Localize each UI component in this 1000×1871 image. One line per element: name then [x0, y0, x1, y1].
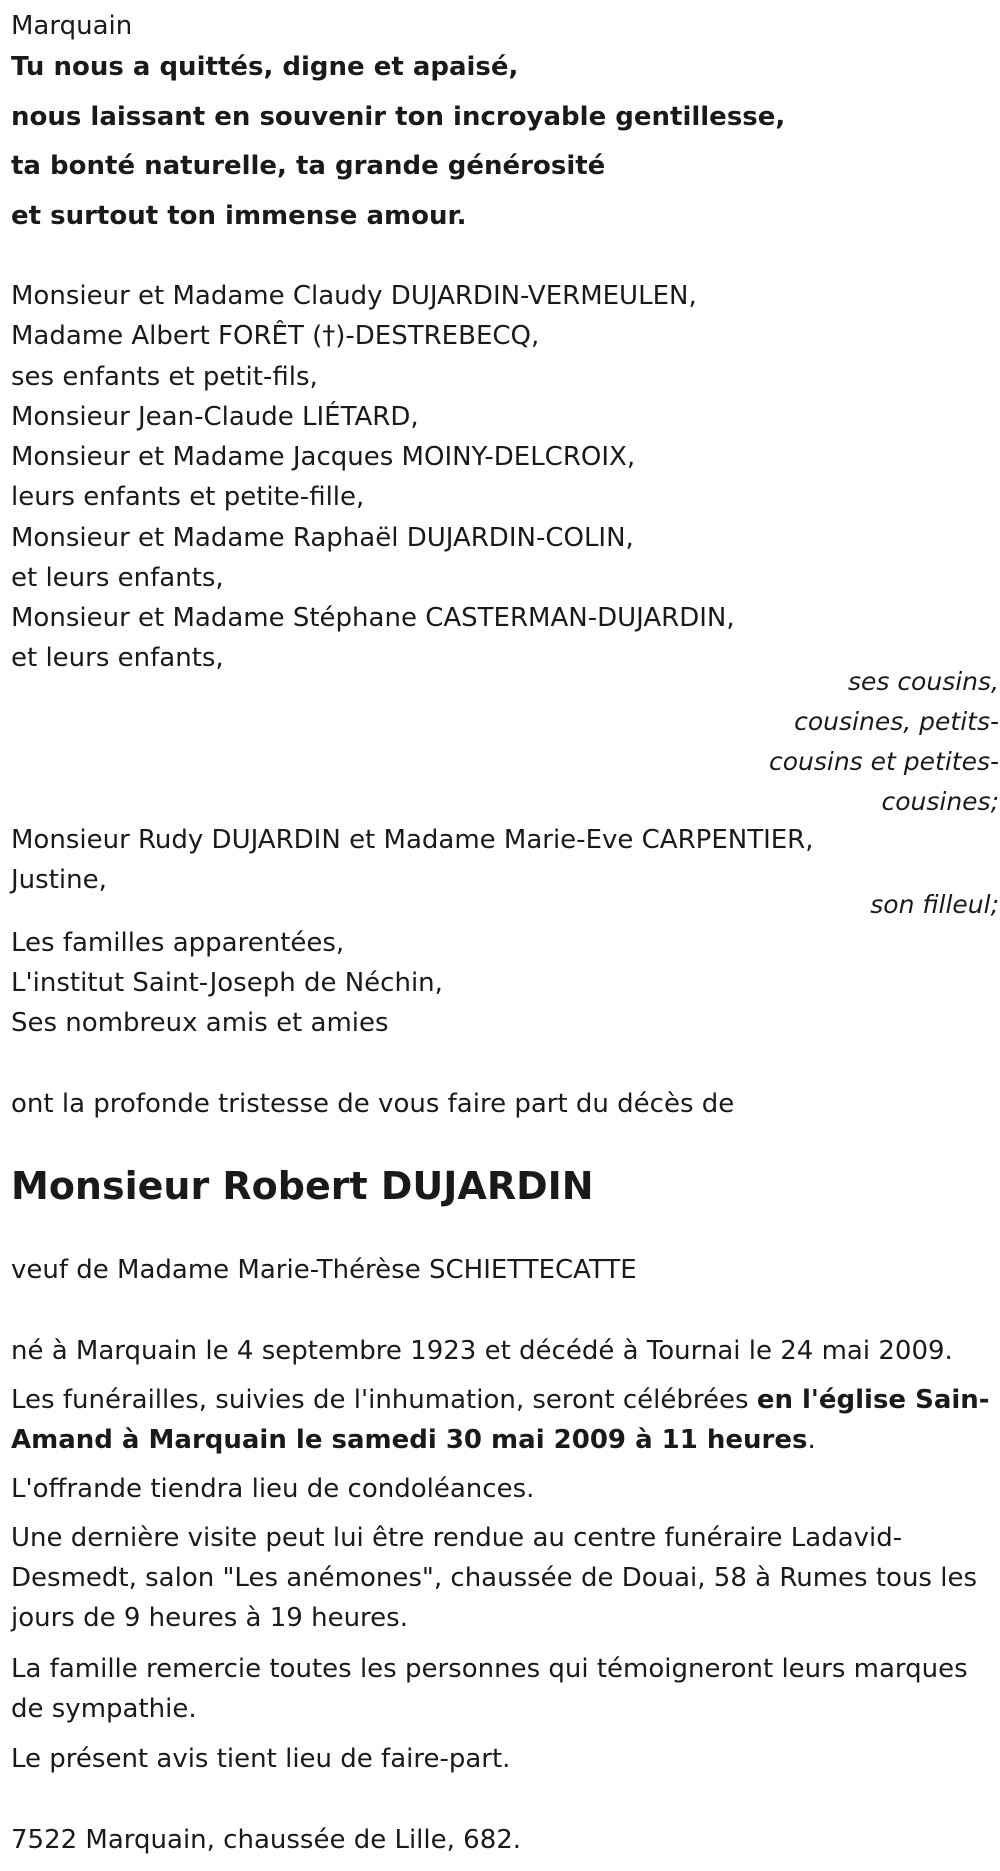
- family-line: Monsieur et Madame Claudy DUJARDIN-VERMEULEN,: [11, 281, 697, 311]
- verse-line: nous laissant en souvenir ton incroyable gentillesse,: [11, 102, 786, 132]
- verse-line: et surtout ton immense amour.: [11, 201, 467, 231]
- relation-label: cousines;: [881, 787, 999, 816]
- family-line: Les familles apparentées,: [11, 928, 345, 958]
- birth-death-line: né à Marquain le 4 septembre 1923 et décédé à Tournai le 24 mai 2009.: [11, 1336, 953, 1366]
- relation-label: son filleul;: [870, 890, 999, 919]
- family-line: Monsieur et Madame Jacques MOINY-DELCROIX,: [11, 442, 636, 472]
- verse-line: ta bonté naturelle, ta grande générosité: [11, 151, 606, 181]
- family-line: L'institut Saint-Joseph de Néchin,: [11, 968, 443, 998]
- notice-line: Le présent avis tient lieu de faire-part.: [11, 1744, 511, 1774]
- offering-line: L'offrande tiendra lieu de condoléances.: [11, 1474, 535, 1504]
- widower-line: veuf de Madame Marie-Thérèse SCHIETTECATTE: [11, 1255, 637, 1285]
- family-line: ses enfants et petit-fils,: [11, 362, 318, 392]
- deceased-name: Monsieur Robert DUJARDIN: [11, 1164, 594, 1208]
- family-line: leurs enfants et petite-fille,: [11, 482, 365, 512]
- family-line: Madame Albert FORÊT (†)-DESTREBECQ,: [11, 321, 540, 351]
- relation-label: cousins et petites-: [768, 747, 999, 776]
- announcement-text: ont la profonde tristesse de vous faire part du décès de: [11, 1089, 735, 1119]
- funeral-end: .: [807, 1425, 816, 1455]
- relation-label: cousines, petits-: [794, 707, 999, 736]
- funeral-intro: Les funérailles, suivies de l'inhumation, seront célébrées: [11, 1385, 757, 1415]
- visit-paragraph: Une dernière visite peut lui être rendue au centre funéraire Ladavid-Desmedt, salon "Les anémones", chaussée de Douai, 58 à Rumes tous les jours de 9 heures à 19 heures.: [11, 1523, 978, 1633]
- family-line: Monsieur et Madame Stéphane CASTERMAN-DUJARDIN,: [11, 603, 735, 633]
- family-line: Monsieur Rudy DUJARDIN et Madame Marie-Eve CARPENTIER,: [11, 825, 814, 855]
- funeral-details: en l'église Sain-Amand à Marquain le samedi 30 mai 2009 à 11 heures: [11, 1385, 990, 1455]
- funeral-paragraph: [11, 1380, 999, 1460]
- family-line: et leurs enfants,: [11, 643, 224, 673]
- address-line: 7522 Marquain, chaussée de Lille, 682.: [11, 1825, 522, 1855]
- thanks-paragraph: La famille remercie toutes les personnes qui témoigneront leurs marques de sympathie.: [11, 1654, 968, 1724]
- location-header: Marquain: [11, 11, 133, 41]
- family-line: Justine,: [11, 865, 107, 895]
- family-line: Monsieur et Madame Raphaël DUJARDIN-COLIN,: [11, 523, 634, 553]
- family-line: et leurs enfants,: [11, 563, 224, 593]
- family-line: Monsieur Jean-Claude LIÉTARD,: [11, 402, 419, 432]
- family-line: Ses nombreux amis et amies: [11, 1008, 389, 1038]
- verse-line: Tu nous a quittés, digne et apaisé,: [11, 52, 519, 82]
- relation-label: ses cousins,: [847, 667, 999, 696]
